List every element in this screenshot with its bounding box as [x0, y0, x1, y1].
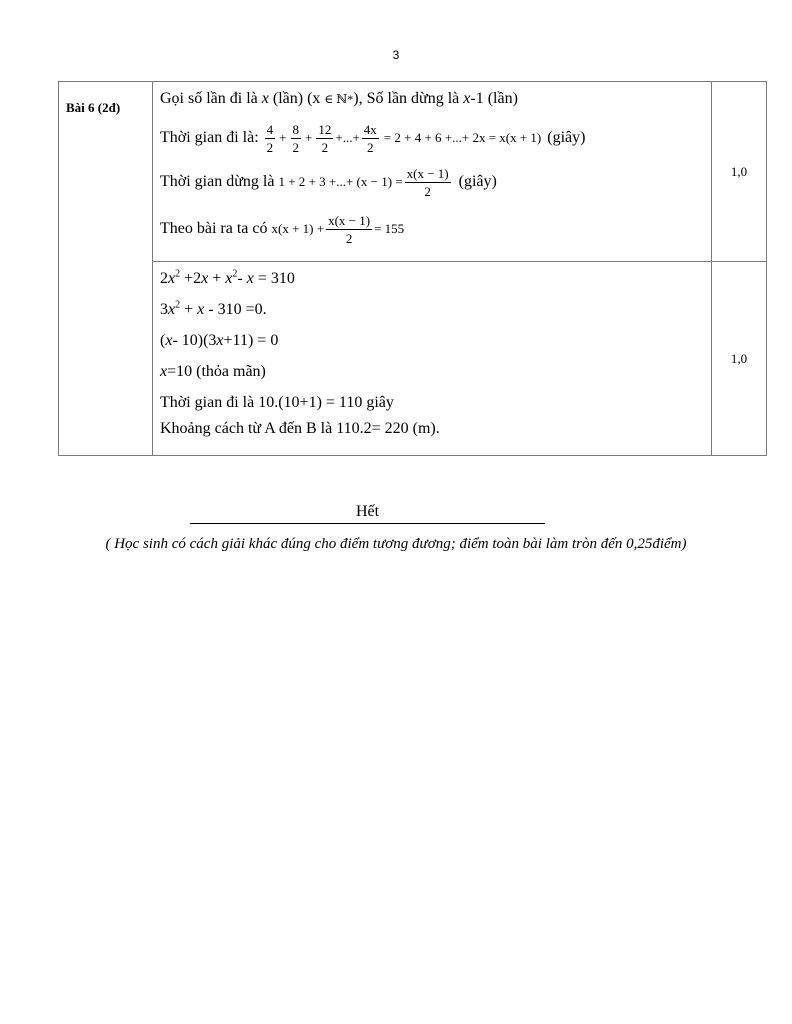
page-number: 3: [392, 48, 400, 62]
stop-time-line: Thời gian dừng là 1 + 2 + 3 +...+ (x − 1) = $\frac{x(x - 1)}{2}$ (giây): [160, 165, 497, 199]
equation-line-1: $2x^2 +2x + x^2-$ x = 310: [160, 268, 295, 287]
solution-part-2: [153, 262, 712, 456]
score-value: 1,0: [730, 163, 748, 179]
solution-part-1: [153, 82, 712, 262]
table-row: [59, 82, 767, 262]
equation-line-2: $3x^2 + x - 310 =0$.: [160, 299, 267, 318]
variable-definition-line: Gọi số lần đi là x (lần) (x ∈ ℕ*), Số lần dừng là x-1 (lần): [160, 90, 518, 107]
table-row: [59, 262, 767, 456]
score-value: 1,0: [730, 350, 748, 366]
score-cell-2: [712, 262, 767, 456]
distance-result: Khoảng cách từ A đến B là 110.2= 220 (m).: [160, 420, 440, 437]
equation-setup-line: Theo bài ra ta có x(x + 1) + $\frac{x(x - 1)}{2}$ = 155: [160, 212, 405, 246]
travel-time-formula: $\frac{4}{2}$ + $\frac{8}{2}$ + $\frac{12}{2}$ +...+ $\frac{4x}{2}$ = 2 + 4 + 6 +...+ 2x = x(x + 1): [266, 121, 542, 155]
natural-set-symbol: ∈ ℕ*: [324, 92, 354, 106]
solution-table: [58, 81, 767, 456]
travel-time-line: Thời gian đi là: $\frac{4}{2}$ + $\frac{8}{2}$ + $\frac{12}{2}$ +...+ $\frac{4x}{2}$ = 2 + 4 + 6 +...+ 2x = x(x + 1) (giây): [160, 121, 586, 155]
equation-line-3: (x- 10)(3x+11) = 0: [160, 332, 279, 349]
setup-formula: x(x + 1) + $\frac{x(x - 1)}{2}$ = 155: [271, 212, 405, 246]
score-cell-1: [712, 82, 767, 262]
grading-footnote: ( Học sinh có cách giải khác đúng cho điểm tương đương; điểm toàn bài làm tròn đến 0,25điểm): [105, 536, 687, 552]
travel-time-result: Thời gian đi là 10.(10+1) = 110 giây: [160, 394, 394, 411]
problem-label-cell: [59, 82, 153, 456]
stop-time-formula: 1 + 2 + 3 +...+ (x − 1) = $\frac{x(x - 1)}{2}$: [278, 165, 449, 199]
problem-label: Bài 6 (2đ): [66, 100, 121, 115]
end-title: Hết: [190, 503, 545, 524]
solution-line: x=10 (thỏa mãn): [160, 363, 266, 380]
